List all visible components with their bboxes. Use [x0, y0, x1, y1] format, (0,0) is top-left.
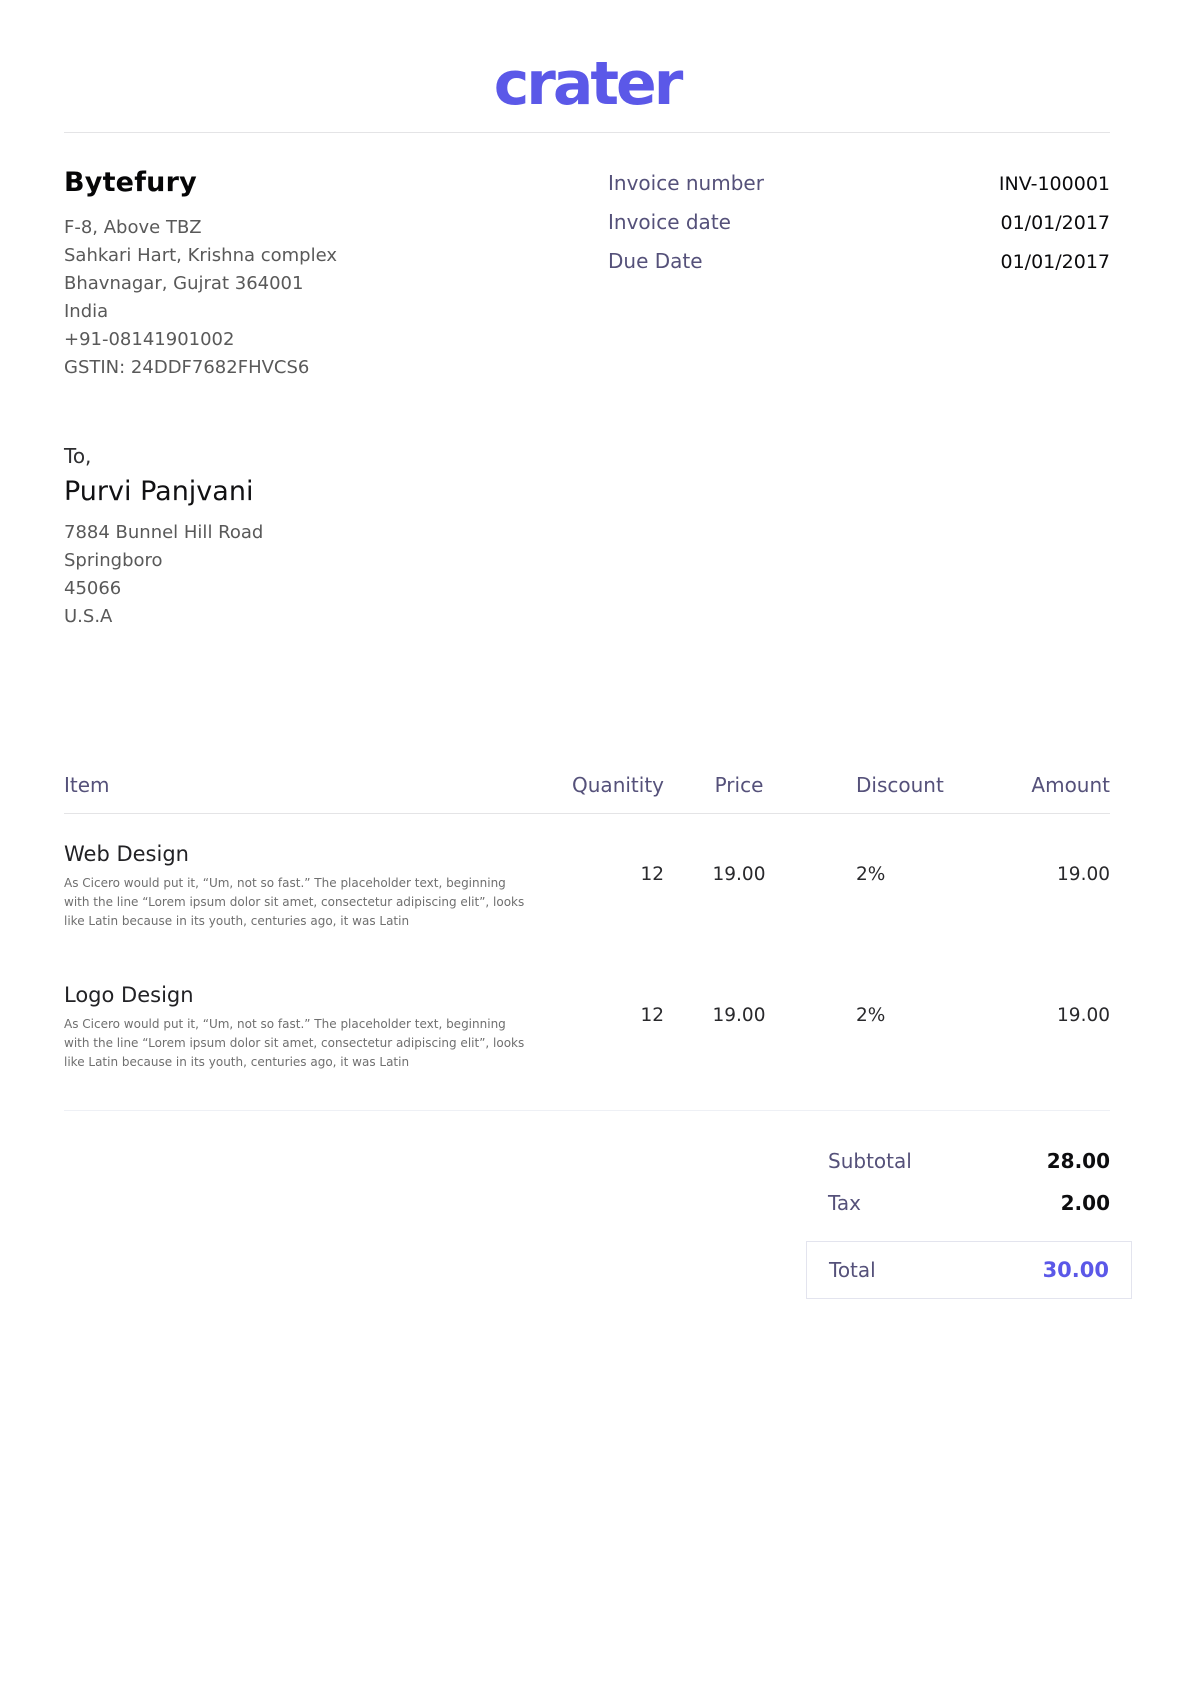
- tax-row: [806, 1191, 1132, 1215]
- crater-logo: crater: [493, 49, 681, 119]
- item-name: Web Design: [64, 842, 189, 866]
- total-value: 30.00: [1042, 1258, 1109, 1282]
- item-amount: 19.00: [1057, 864, 1110, 885]
- invoice-date-label: Invoice date: [608, 210, 731, 234]
- table-row: [64, 955, 1110, 1096]
- subtotal-row: [806, 1149, 1132, 1173]
- company-address-line: F-8, Above TBZ: [64, 217, 202, 238]
- item-price: 19.00: [712, 864, 766, 885]
- customer-address-line: U.S.A: [64, 606, 113, 627]
- item-price: 19.00: [712, 1005, 766, 1026]
- table-bottom-divider: [64, 1110, 1110, 1111]
- header-item: Item: [64, 773, 110, 797]
- item-cell: [64, 983, 534, 1072]
- header-quantity: Quanitity: [572, 773, 664, 797]
- header-divider: [64, 132, 1110, 133]
- item-quantity: 12: [640, 864, 664, 885]
- header-price: Price: [714, 773, 764, 797]
- items-table-header: [64, 773, 1110, 814]
- item-quantity: 12: [640, 1005, 664, 1026]
- company-address-line: Bhavnagar, Gujrat 364001: [64, 273, 304, 294]
- company-address-line: Sahkari Hart, Krishna complex: [64, 245, 338, 266]
- invoice-date-row: [608, 210, 1110, 234]
- items-table: [64, 773, 1110, 1111]
- item-description-line: As Cicero would put it, “Um, not so fast.” The placeholder text, beginning: [64, 1017, 506, 1031]
- bill-to-prefix: To,: [64, 444, 92, 468]
- tax-value: 2.00: [1060, 1191, 1110, 1215]
- customer-address-line: 45066: [64, 578, 122, 599]
- item-discount: 2%: [856, 1005, 886, 1026]
- company-block: [64, 167, 337, 382]
- customer-address: [64, 519, 1110, 631]
- company-name: Bytefury: [64, 167, 197, 198]
- item-amount: 19.00: [1057, 1005, 1110, 1026]
- company-address: [64, 214, 337, 382]
- item-description-line: like Latin because in its youth, centuries ago, it was Latin: [64, 1055, 410, 1069]
- subtotal-value: 28.00: [1046, 1149, 1110, 1173]
- logo-header: [64, 0, 1110, 132]
- item-cell: [64, 842, 534, 931]
- invoice-date-value: 01/01/2017: [1000, 212, 1110, 234]
- header-amount: Amount: [1031, 773, 1110, 797]
- company-address-line: India: [64, 301, 109, 322]
- bill-to-block: [64, 444, 1110, 631]
- item-description-line: with the line “Lorem ipsum dolor sit amet, consectetur adipiscing elit”, looks: [64, 1036, 525, 1050]
- item-name: Logo Design: [64, 983, 194, 1007]
- due-date-row: [608, 249, 1110, 273]
- item-description: [64, 874, 594, 931]
- invoice-meta: [608, 171, 1110, 382]
- due-date-label: Due Date: [608, 249, 703, 273]
- header-discount: Discount: [856, 773, 944, 797]
- customer-address-line: 7884 Bunnel Hill Road: [64, 522, 264, 543]
- table-row: [64, 814, 1110, 955]
- customer-name: Purvi Panjvani: [64, 476, 254, 507]
- company-gstin: GSTIN: 24DDF7682FHVCS6: [64, 357, 310, 378]
- item-description-line: like Latin because in its youth, centuries ago, it was Latin: [64, 914, 410, 928]
- total-box: [806, 1241, 1132, 1299]
- invoice-number-label: Invoice number: [608, 171, 764, 195]
- invoice-number-value: INV-100001: [998, 173, 1110, 195]
- item-description-line: with the line “Lorem ipsum dolor sit amet, consectetur adipiscing elit”, looks: [64, 895, 525, 909]
- company-phone: +91-08141901002: [64, 329, 235, 350]
- due-date-value: 01/01/2017: [1000, 251, 1110, 273]
- customer-address-line: Springboro: [64, 550, 163, 571]
- item-description-line: As Cicero would put it, “Um, not so fast.” The placeholder text, beginning: [64, 876, 506, 890]
- totals-block: [806, 1149, 1132, 1299]
- parties-section: [64, 167, 1110, 382]
- invoice-number-row: [608, 171, 1110, 195]
- subtotal-label: Subtotal: [828, 1149, 912, 1173]
- item-discount: 2%: [856, 864, 886, 885]
- item-description: [64, 1015, 594, 1072]
- tax-label: Tax: [828, 1191, 861, 1215]
- total-label: Total: [829, 1258, 876, 1282]
